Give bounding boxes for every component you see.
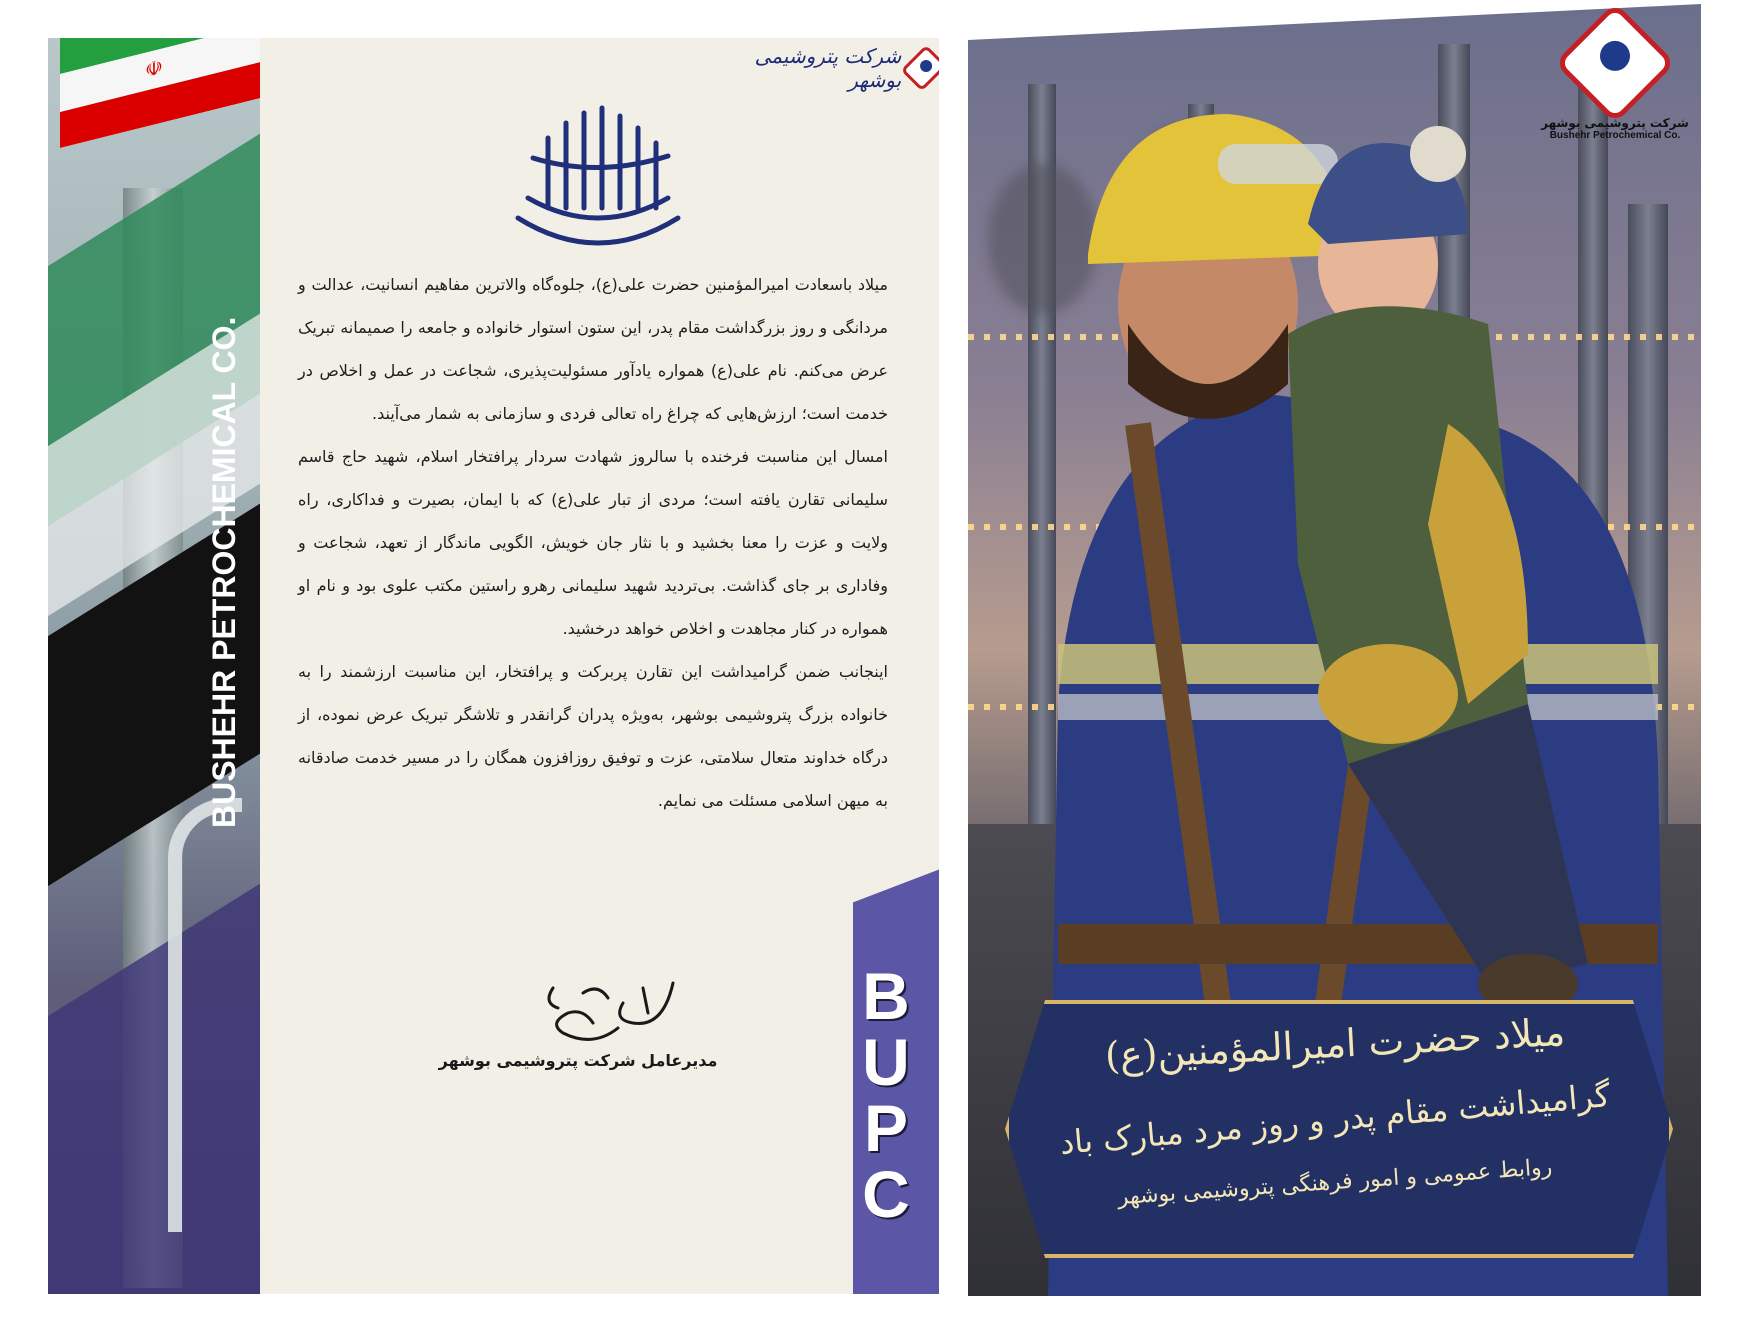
company-name: شرکت پتروشیمی بوشهر	[754, 44, 902, 92]
letter-paragraph: میلاد باسعادت امیرالمؤمنین حضرت علی(ع)، جلوه‌گاه والاترین مفاهیم انسانیت، عدالت و مردانگی و روز بزرگداشت مقام پدر، این ستون استوار خانواده و جامعه را صمیمانه تبریک عرض می‌کنم. نام علی(ع) همواره یادآور مسئولیت‌پذیری، شجاعت در عمل و اخلاص در خدمت است؛ ارزش‌هایی که چراغ راه تعالی فردی و سازمانی به شمار می‌آیند.	[298, 275, 888, 423]
banner-greeting: گرامیداشت مقام پدر و روز مرد مبارک باد	[1058, 1076, 1612, 1162]
vertical-company-name: BUSHEHR PETROCHEMICAL CO.	[206, 316, 242, 828]
company-brand	[738, 44, 939, 92]
ceo-letter-poster	[48, 38, 939, 1294]
decorative-side-stripe	[48, 38, 260, 1294]
poster-brand-name-fa: شرکت پتروشیمی بوشهر	[1541, 116, 1689, 130]
signature-image	[523, 968, 693, 1053]
letter-paragraph: امسال این مناسبت فرخنده با سالروز شهادت سردار پرافتخار اسلام، شهید حاج قاسم سلیمانی تقارن یافته است؛ مردی از تبار علی(ع) که با ایمان، بصیرت و فداکاری، راه ولایت و عزت را معنا بخشید و با نثار جان خویش، الگویی ماندگار از تعهد، شجاعت و وفاداری بر جای گذاشت. بی‌تردید شهید سلیمانی رهرو راستین مکتب علوی بود و نام او همواره در کنار مجاهدت و اخلاص خواهد درخشید.	[298, 447, 888, 638]
corner-letter: B	[862, 959, 910, 1033]
bupc-vertical-letters	[858, 959, 914, 1231]
poster-brand	[1540, 20, 1690, 141]
letter-paragraph: اینجانب ضمن گرامیداشت این تقارن پربرکت و پرافتخار، این مناسبت ارزشمند را به خانواده بزرگ پتروشیمی بوشهر، به‌ویژه پدران گرانقدر و تلاشگر تبریک عرض نموده، از درگاه خداوند متعال سلامتی، عزت و توفیق روزافزون همگان را در مسیر خدمت صادقانه به میهن اسلامی مسئلت می نمایم.	[298, 662, 888, 810]
banner-title: میلاد حضرت امیرالمؤمنین(ع)	[1103, 1009, 1567, 1079]
signer-title: مدیرعامل شرکت پتروشیمی بوشهر	[438, 1051, 718, 1070]
bismillah-calligraphy	[488, 98, 708, 263]
corner-letter: U	[862, 1025, 910, 1099]
corner-letter: P	[863, 1091, 909, 1165]
greeting-banner	[985, 1000, 1685, 1250]
bupc-logo-icon	[1554, 2, 1676, 124]
letter-body	[298, 263, 888, 822]
banner-sender: روابط عمومی و امور فرهنگی پتروشیمی بوشهر	[1116, 1154, 1554, 1211]
iran-flag-icon: ☫	[60, 38, 260, 148]
poster-brand-name-en: Bushehr Petrochemical Co.	[1549, 130, 1681, 141]
pipe-image	[168, 798, 242, 1232]
company-logo-icon	[901, 45, 939, 92]
corner-letter: C	[862, 1157, 910, 1231]
